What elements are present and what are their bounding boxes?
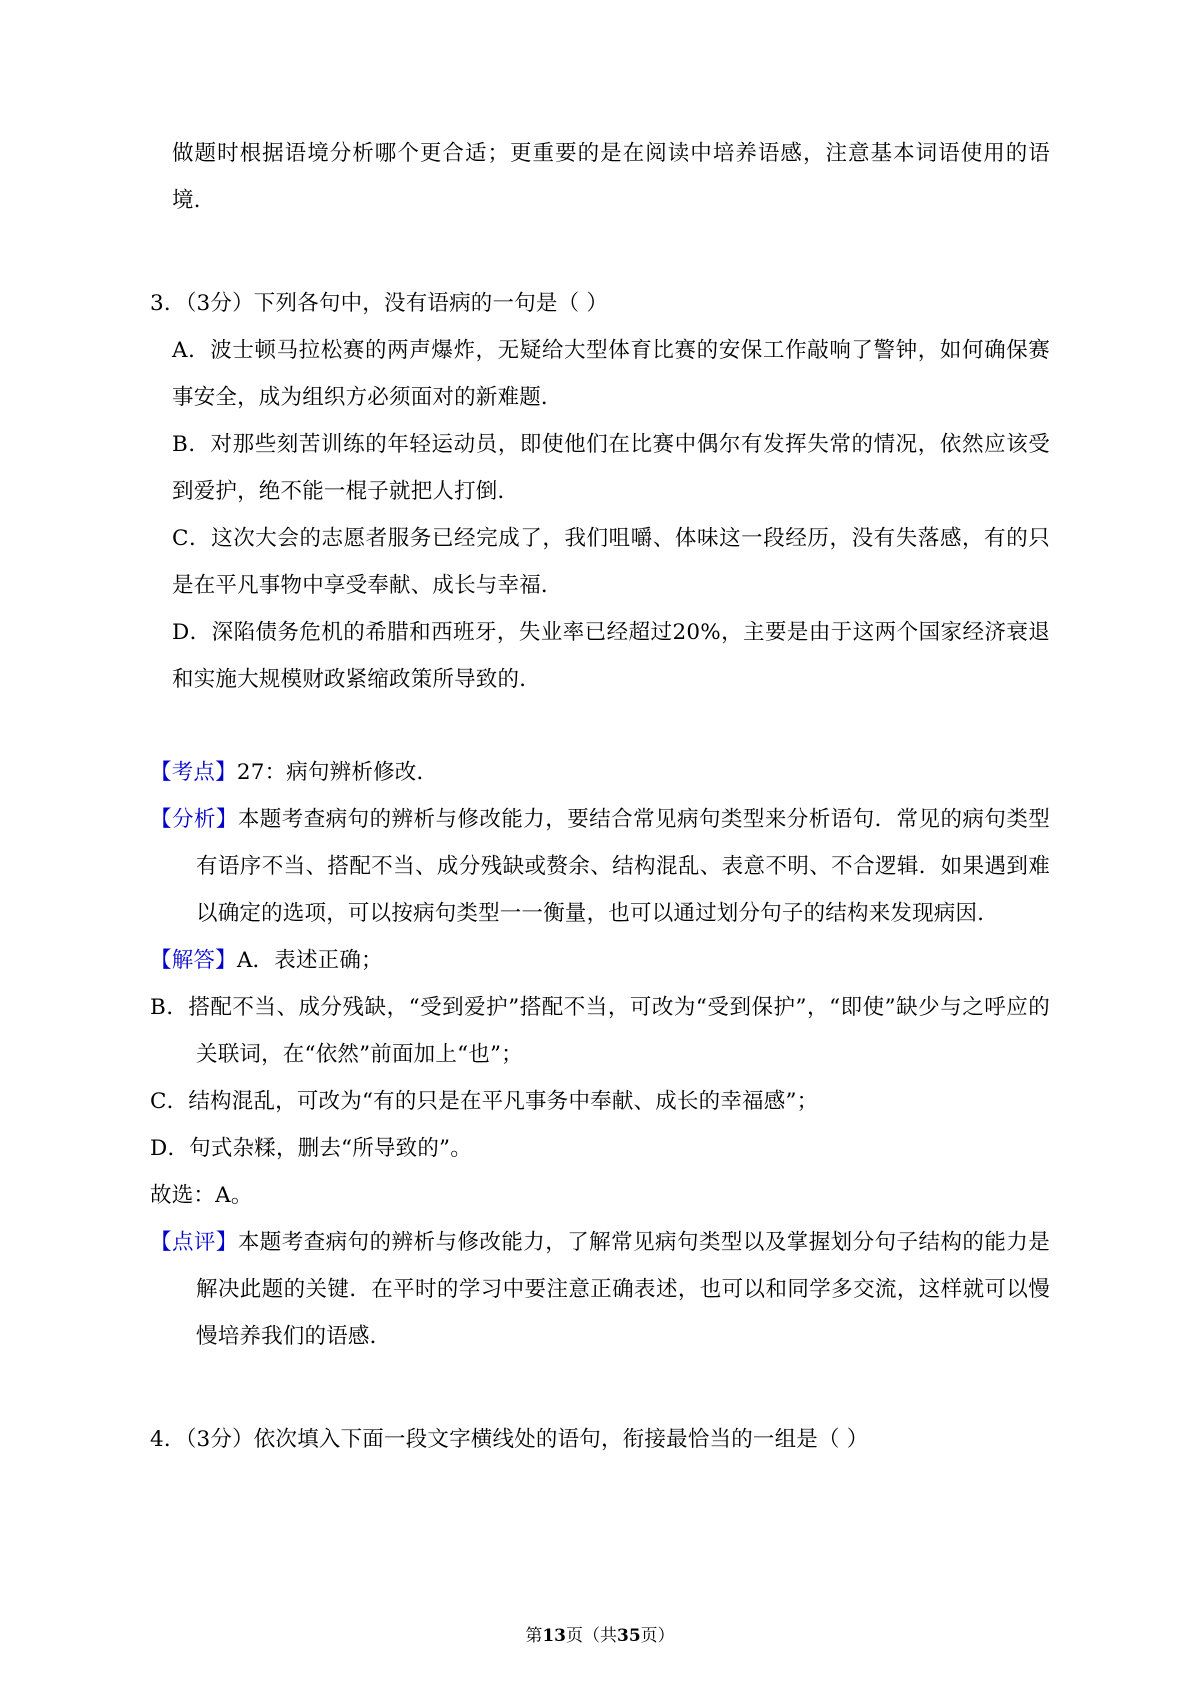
kaodian-line	[150, 749, 1050, 796]
question-4-stem: 4．（3分）依次填入下面一段文字横线处的语句，衔接最恰当的一组是（ ）	[150, 1427, 869, 1452]
spacer	[150, 1360, 1050, 1416]
question-3-option-b: B．对那些刻苦训练的年轻运动员，即使他们在比赛中偶尔有发挥失常的情况，依然应该受到爱护，绝不能一棍子就把人打倒．	[172, 432, 1050, 504]
jieda-line-d: D．句式杂糅，删去“所导致的”。	[150, 1136, 472, 1161]
footer-middle: 页（共	[566, 1626, 617, 1646]
question-3-option-d: D．深陷债务危机的希腊和西班牙，失业率已经超过20%，主要是由于这两个国家经济衰退和实施大规模财政紧缩政策所导致的．	[172, 620, 1050, 692]
footer-prefix: 第	[525, 1626, 543, 1646]
jieda-text-a: A．表述正确；	[236, 948, 383, 973]
question-3-stem: 3．（3分）下列各句中，没有语病的一句是（ ）	[150, 291, 609, 316]
answer-line: 故选：A。	[150, 1183, 253, 1208]
fenxi-line	[150, 796, 1050, 937]
kaodian-label: 【考点】	[150, 760, 237, 785]
page-footer	[0, 1621, 1200, 1646]
fenxi-label: 【分析】	[150, 807, 238, 832]
spacer	[150, 224, 1050, 280]
fenxi-text: 本题考查病句的辨析与修改能力，要结合常见病句类型来分析语句．常见的病句类型有语序不当、搭配不当、成分残缺或赘余、结构混乱、表意不明、不合逻辑．如果遇到难以确定的选项，可以按病句类型一一衡量，也可以通过划分句子的结构来发现病因．	[196, 807, 1051, 926]
jieda-label: 【解答】	[150, 948, 237, 973]
footer-page-number: 13	[542, 1626, 566, 1646]
footer-suffix: 页）	[640, 1626, 675, 1646]
dianping-label: 【点评】	[150, 1230, 238, 1255]
kaodian-text: 27：病句辨析修改．	[236, 760, 439, 785]
dianping-line	[150, 1219, 1050, 1360]
footer-total-pages: 35	[617, 1626, 641, 1646]
jieda-line-c: C．结构混乱，可改为“有的只是在平凡事务中奉献、成长的幸福感”；	[150, 1089, 819, 1114]
dianping-text: 本题考查病句的辨析与修改能力，了解常见病句类型以及掌握划分句子结构的能力是解决此题的关键．在平时的学习中要注意正确表述，也可以和同学多交流，这样就可以慢慢培养我们的语感．	[196, 1230, 1051, 1349]
jieda-line	[150, 937, 1050, 984]
jieda-line-b: B．搭配不当、成分残缺，“受到爱护”搭配不当，可改为“受到保护”，“即使”缺少与之呼应的关联词，在“依然”前面加上“也”；	[150, 995, 1050, 1067]
question-3-option-c: C．这次大会的志愿者服务已经完成了，我们咀嚼、体味这一段经历，没有失落感，有的只是在平凡事物中享受奉献、成长与幸福．	[172, 526, 1050, 598]
question-3-option-a: A．波士顿马拉松赛的两声爆炸，无疑给大型体育比赛的安保工作敲响了警钟，如何确保赛事安全，成为组织方必须面对的新难题．	[172, 338, 1050, 410]
spacer	[150, 703, 1050, 749]
top-paragraph: 做题时根据语境分析哪个更合适；更重要的是在阅读中培养语感，注意基本词语使用的语境．	[172, 141, 1050, 213]
